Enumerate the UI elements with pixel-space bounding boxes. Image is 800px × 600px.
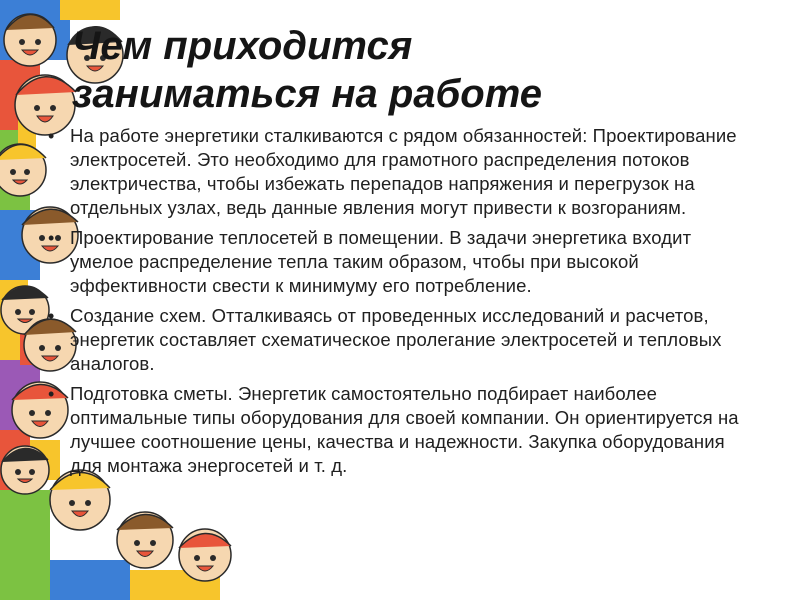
bullet-item-schemes: • Создание схем. Отталкиваясь от проведенных исследований и расчетов, энергетик составляет схематическое пролегание электросетей и тепловых аналогов. [70, 304, 760, 376]
bullet-list [70, 124, 760, 484]
bullet-item-electric-networks: • На работе энергетики сталкиваются с рядом обязанностей: Проектирование электросетей. Это необходимо для грамотного распределения потоков электричества, чтобы избежать перепадов напряжения и перегрузок на отдельных узлах, ведь данные явления могут привести к возгораниям. [70, 124, 760, 220]
bullet-item-estimate: • Подготовка сметы. Энергетик самостоятельно подбирает наиболее оптимальные типы оборудования для своей компании. Он ориентируется на лучшее соотношение цены, качества и надежности. Закупка оборудования для монтажа энергосетей и т. д. [70, 382, 760, 478]
bullet-item-heat-networks: • Проектирование теплосетей в помещении. В задачи энергетика входит умелое распределение тепла таким образом, чтобы при высокой эффективности свести к минимуму его потребление. [70, 226, 760, 298]
slide-title-line-1: Чем приходится [72, 24, 413, 68]
slide-title [72, 22, 772, 118]
slide-title-line-2: заниматься на работе [72, 72, 542, 116]
